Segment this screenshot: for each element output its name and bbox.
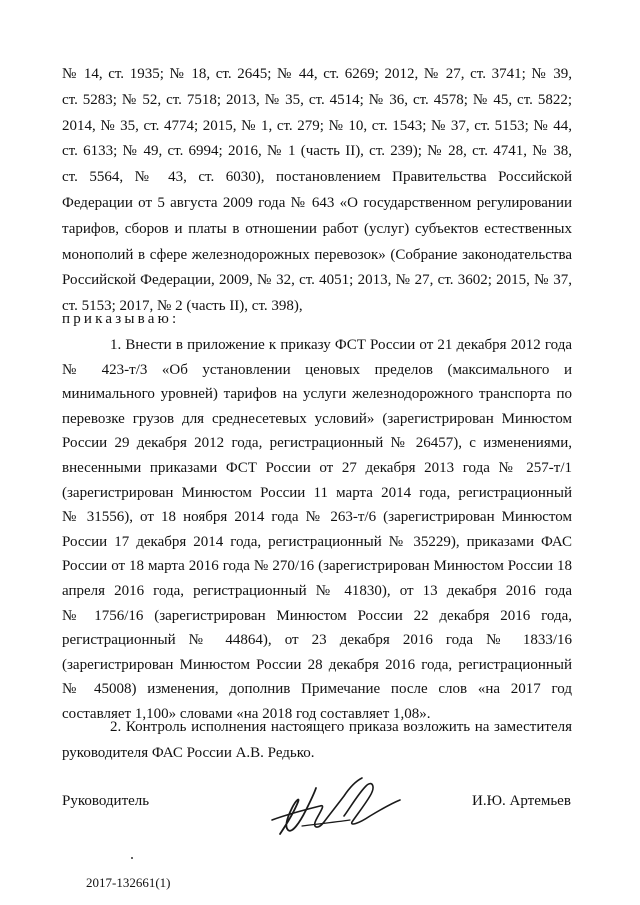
order-word: приказываю: [62,311,180,327]
text-line: № 31556), от 18 ноября 2014 года № 263-т/6 (зарегистрирован Минюстом [62,509,572,525]
text-line: № 45008) изменения, дополнив Примечание после слов «на 2017 год [62,681,572,697]
text-line: регистрационный № 44864), от 23 декабря 2016 года № 1833/16 [62,632,572,648]
speck [131,857,133,859]
text-line: ст. 5153; 2017, № 2 (часть II), ст. 398), [62,298,303,314]
text-line: № 423-т/3 «Об установлении ценовых пределов (максимального и [62,362,572,378]
text-line: России 17 декабря 2014 года, регистрационный № 35229), приказами ФАС [62,534,572,550]
text-line: ст. 5564, № 43, ст. 6030), постановлением Правительства Российской [62,169,572,185]
text-line: апреля 2016 года, регистрационный № 41830), от 13 декабря 2016 года [62,583,572,599]
text-line: монополий в сфере железнодорожных перевозок» (Собрание законодательства [62,247,572,263]
text-line: тарифов, сборов и платы в отношении работ (услуг) субъектов естественных [62,221,572,237]
paragraph-first-line: 2. Контроль исполнения настоящего приказа возложить на заместителя [110,719,572,735]
text-line: перевозке грузов для среднесетевых условий» (зарегистрирован Минюстом [62,411,572,427]
signer-title: Руководитель [62,793,150,809]
text-line: России 29 декабря 2012 года, регистрационный № 26457), с изменениями, [62,435,572,451]
text-line: (зарегистрирован Минюстом России 11 марта 2014 года, регистрационный [62,485,572,501]
signer-name: И.Ю. Артемьев [472,793,571,809]
text-line: ст. 5283; № 52, ст. 7518; 2013, № 35, ст. 4514; № 36, ст. 4578; № 45, ст. 5822; [62,92,572,108]
handwritten-signature [258,764,408,844]
paragraph-first-line: 1. Внести в приложение к приказу ФСТ России от 21 декабря 2012 года [110,337,572,353]
text-line: минимального уровней) тарифов на услуги железнодорожного транспорта по [62,386,572,402]
text-line: Федерации от 5 августа 2009 года № 643 «О государственном регулировании [62,195,572,211]
document-code: 2017-132661(1) [86,875,171,890]
text-line: Российской Федерации, 2009, № 32, ст. 4051; 2013, № 27, ст. 3602; 2015, № 37, [62,272,572,288]
text-line: 2014, № 35, ст. 4774; 2015, № 1, ст. 279; № 10, ст. 1543; № 37, ст. 5153; № 44, [62,118,572,134]
text-line: руководителя ФАС России А.В. Редько. [62,745,315,761]
text-line: ст. 6133; № 49, ст. 6994; 2016, № 1 (часть II), ст. 239); № 28, ст. 4741, № 38, [62,143,572,159]
text-line: № 14, ст. 1935; № 18, ст. 2645; № 44, ст. 6269; 2012, № 27, ст. 3741; № 39, [62,66,572,82]
text-line: внесенными приказами ФСТ России от 27 декабря 2013 года № 257-т/1 [62,460,572,476]
text-line: (зарегистрирован Минюстом России 28 декабря 2016 года, регистрационный [62,657,572,673]
text-line: России от 18 марта 2016 года № 270/16 (зарегистрирован Минюстом России 18 [62,558,572,574]
text-line: составляет 1,100» словами «на 2018 год составляет 1,08». [62,706,431,722]
text-line: № 1756/16 (зарегистрирован Минюстом России 22 декабря 2016 года, [62,608,572,624]
